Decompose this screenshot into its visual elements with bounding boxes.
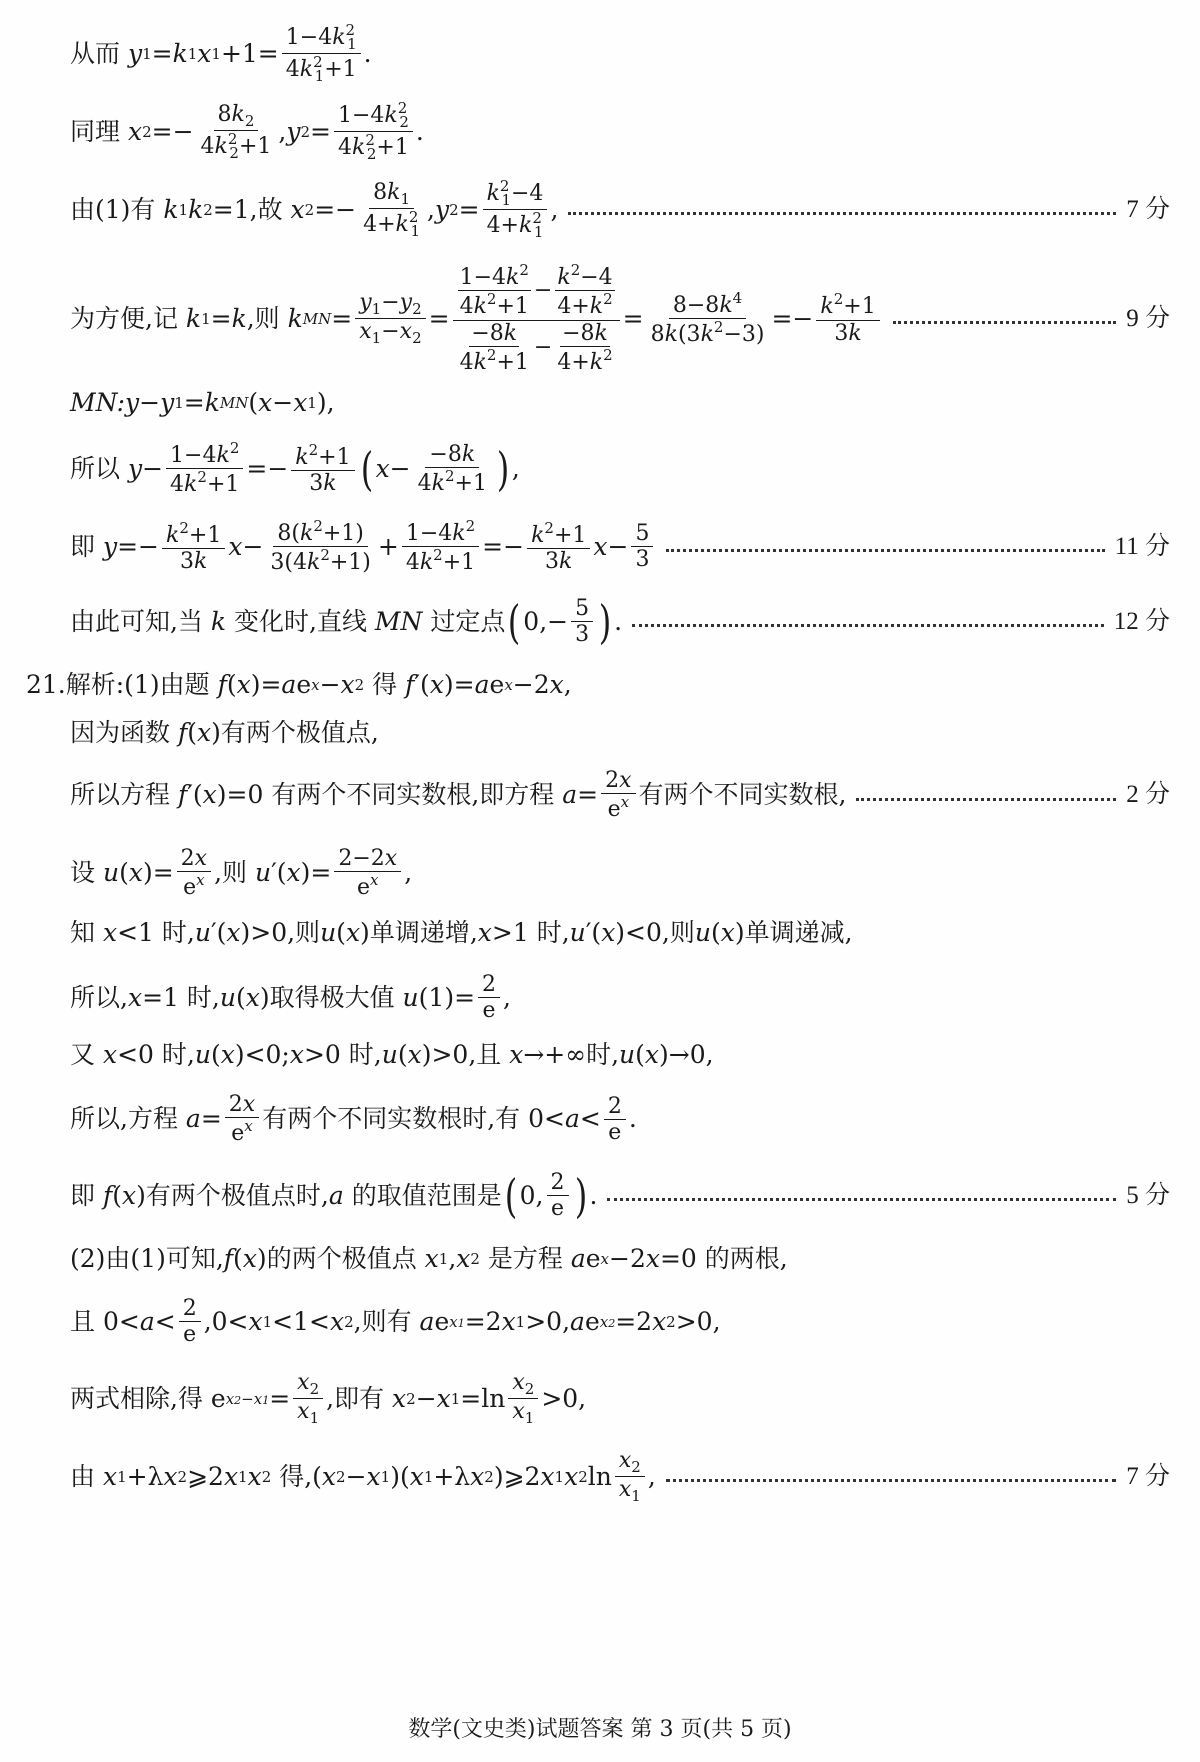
line-mn-eq: MN: y − y 1 = k MN ( x − x 1 ), [70,388,335,417]
text: 21.解析:(1)由题 [26,670,210,699]
q21-line8: 所以,方程 a = $\frac{2x}{e^x}$ 有两个不同实数根时,有 0< a < $\frac{2}{e}$ . [70,1092,637,1147]
text: 由(1)有 [70,194,156,224]
line-k1k2: 由(1)有 k 1 k 2 =1 ,故 x 2 =− $\frac{8k_1}{4+k^2_1}$ , y 2 = $\frac{k^2_1-4}{4+k^2_1}$ , 7 分 [70,177,1170,242]
q21-part2-line3: 两式相除,得 e x2−x1 = $\frac{x_2}{x_1}$ ,即有 x 2 − x 1 =ln $\frac{x_2}{x_1}$ >0, [70,1370,587,1428]
line-fixed-point: 由此可知,当 k 变化时,直线 MN 过定点 ( 0,− $\frac{5}{3}$ ) . 12 分 [70,594,1170,649]
dot-leader [632,624,1104,627]
q21-line2: 因为函数 f ( x ) 有两个极值点, [70,718,379,747]
fraction: $\frac{1-4k^2_1}{4k^2_1+1}$ [282,22,361,86]
text: 所以 [70,453,121,483]
q21-line6: 所以, x =1 时, u ( x ) 取得极大值 u (1)= $\frac{2}{e}$ , [70,972,511,1024]
q21-line3: 所以方程 f ′( x )=0 有两个不同实数根,即方程 a = $\frac{2x}{e^x}$ 有两个不同实数根, 2 分 [70,768,1170,823]
dot-leader [856,798,1116,801]
score-label: 11 分 [1114,532,1170,560]
text: 由此可知,当 [70,606,203,636]
score-label: 12 分 [1113,607,1170,635]
q21-line5: 知 x <1 时, u ′( x )>0 ,则 u ( x ) 单调递增, x >1 时, u ′( x )<0 ,则 u ( x ) 单调递减, [70,918,853,947]
score-label: 5 分 [1126,1181,1170,1209]
q21-line9: 即 f ( x ) 有两个极值点时, a 的取值范围是 ( 0, $\frac{2}{e}$ ) . 5 分 [70,1168,1170,1223]
line-y-simplified: 即 y =− $\frac{k^2+1}{3k}$ x − $\frac{8(k^2+1)}{3(4k^2+1)}$ + $\frac{1-4k^2}{4k^2+1}$ =− $\frac{k^2+1}{3k}$ x − $\frac{5}{3}$ 11 分 [70,517,1170,576]
text: 即 [70,531,96,561]
dot-leader [893,321,1117,324]
line-x2-y2: 同理 x 2 =− $\frac{8k_2}{4k^2_2+1}$ , y 2 = $\frac{1-4k^2_2}{4k^2_2+1}$ . [70,99,424,164]
score-label: 2 分 [1126,781,1170,809]
q21-part2-line1: (2)由(1)可知, f ( x ) 的两个极值点 x 1 , x 2 是方程 a e x −2 x =0 的两根, [70,1244,788,1273]
q21-part2-line2: 且 0< a < $\frac{2}{e}$ ,0< x 1 <1< x 2 ,则有 a e x1 =2 x 1 >0, a e x2 =2 x 2 >0, [70,1296,721,1348]
page-footer: 数学(文史类)试题答案 第 3 页(共 5 页) [408,1717,792,1742]
score-label: 7 分 [1126,1462,1170,1490]
score-label: 7 分 [1126,195,1170,223]
text: 从而 [70,38,121,68]
q21-line7: 又 x <0 时, u ( x )<0; x >0 时, u ( x )>0,且 x →+∞时, u ( x )→0, [70,1040,714,1069]
dot-leader [666,549,1104,552]
q21-heading: 21.解析:(1)由题 f ( x )= a e x − x 2 得 f ′( x )= a e x −2 x , [26,670,572,699]
text: MN: [70,388,126,417]
line-kmn: 为方便,记 k 1 = k ,则 k MN = $\frac{y_1-y_2}{x_1-x_2}$ = $\frac{1-4k^2}{4k^2+1}$ − $\frac{k^2-4}{4+k^2}$ $\frac{-8k}{4k^2+1}$ − $\frac{-8k}{4+k^2}$ = $\frac{8-8k^4}{8k(3k^2-3)}$ =− $\frac{k^2+1}{3k}$ 9 分 [70,261,1170,375]
q21-line4: 设 u ( x )= $\frac{2x}{e^x}$ ,则 u ′( x )= $\frac{2-2x}{e^x}$ , [70,846,413,901]
text: 同理 [70,116,121,146]
line-y1: 从而 y 1 = k 1 x 1 +1= $\frac{1-4k^2_1}{4k^2_1+1}$ . [70,21,372,86]
text: 为方便,记 [70,303,178,333]
dot-leader [568,212,1116,215]
line-so-y: 所以 y − $\frac{1-4k^2}{4k^2+1}$ =− $\frac{k^2+1}{3k}$ ( x − $\frac{-8k}{4k^2+1}$ ) , [70,439,520,498]
dot-leader [607,1198,1116,1201]
q21-part2-line4: 由 x 1 +λ x 2 ⩾2 x 1 x 2 得, ( x 2 − x 1 )( x 1 +λ x 2 )⩾2 x 1 x 2 ln $\frac{x_2}{x_1}$ , 7 分 [70,1448,1170,1506]
dot-leader [666,1479,1116,1482]
score-label: 9 分 [1126,304,1170,332]
